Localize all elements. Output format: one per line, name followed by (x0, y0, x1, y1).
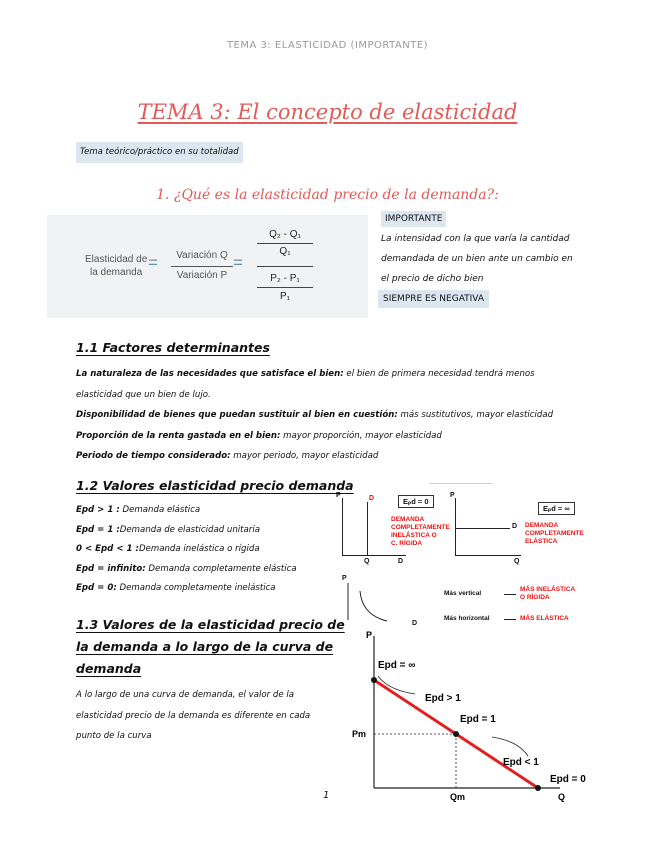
important-text (381, 229, 581, 289)
chart-c-curve-label: D (412, 620, 418, 627)
section13-paragraph (76, 685, 336, 747)
formula-main-line (257, 266, 313, 267)
factors-list (76, 364, 596, 467)
running-header: TEMA 3: ELASTICIDAD (IMPORTANTE) (226, 40, 429, 51)
chart-a-demand-line (367, 502, 368, 555)
chart-a-x-label: Q (364, 558, 370, 565)
divider (430, 483, 492, 484)
legend-horizontal-label: Más horizontal (444, 615, 490, 622)
chart-c-curve (360, 591, 387, 621)
chart-b-red-text: DEMANDA COMPLETAMENTE ELÁSTICA (525, 522, 584, 545)
formula-eq1: = (148, 253, 158, 272)
chart-point (371, 677, 377, 683)
factor-item: elasticidad que un bien de lujo. (76, 389, 211, 400)
chart-a-x-axis (342, 555, 406, 556)
chart-x-axis-label: Q (558, 792, 566, 802)
formula-q-diff: Q₂ - Q₁ (269, 229, 301, 240)
value-item: Epd = 1 :Demanda de elasticidad unitaria (76, 524, 260, 535)
section13-heading-line: demanda (76, 661, 142, 676)
section12-heading: 1.2 Valores elasticidad precio demanda (76, 478, 354, 493)
chart-a-y-label: P (336, 492, 341, 499)
important-tag: IMPORTANTE (381, 211, 446, 227)
factor-item: Proporción de la renta gastada en el bien: mayor proporción, mayor elasticidad (76, 430, 442, 441)
formula-lhs-line1: Elasticidad de (85, 254, 148, 265)
value-item: Epd = infinito: Demanda completamente elástica (76, 563, 297, 574)
factor-item: Periodo de tiempo considerado: mayor periodo, mayor elasticidad (76, 451, 379, 461)
chart-tick-pm: Pm (352, 729, 367, 739)
chart-b-curve-label: D (512, 523, 518, 530)
chart-a-y-axis (342, 498, 343, 556)
chart-c-y-label: P (342, 575, 347, 582)
section13-para-line: punto de la curva (76, 731, 152, 741)
chart-point-label: Epd > 1 (425, 693, 461, 704)
formula-q1: Q₁ (279, 246, 291, 257)
section1-heading: 1. ¿Qué es la elasticidad precio de la demanda?: (156, 187, 499, 203)
important-line: el precio de dicho bien (381, 274, 484, 284)
chart-tick-qm: Qm (450, 792, 466, 802)
chart-a-bottom-label: D (398, 558, 404, 565)
section13-para-line: A lo largo de una curva de demanda, el valor de la (76, 690, 295, 700)
legend-vertical-label: Más vertical (444, 590, 482, 597)
chart-b-box: Eₚd = ∞ (538, 502, 575, 515)
chart-a-red-text: DEMANDA COMPLETAMENTE INELÁSTICA O C. RÍGIDA (391, 516, 450, 547)
chart-c-svg (342, 575, 422, 630)
values-list (76, 501, 336, 599)
value-item: Epd = 0: Demanda completamente inelástica (76, 583, 276, 593)
chart-b-x-axis (455, 555, 521, 556)
chart-point (453, 731, 459, 737)
value-item: Epd > 1 : Demanda elástica (76, 505, 201, 515)
legend-arrow (504, 619, 516, 620)
chart-a-curve-label: D (369, 495, 375, 502)
chart-point-label: Epd = ∞ (378, 660, 416, 671)
demand-chart (330, 628, 600, 808)
page-number: 1 (323, 790, 330, 801)
brace-lower (492, 737, 528, 756)
chart-b-demand-line (455, 528, 510, 529)
formula-lhs (85, 253, 147, 279)
section13-para-line: elasticidad precio de la demanda es diferente en cada (76, 710, 311, 721)
section13-heading-line: la demanda a lo largo de la curva de (76, 639, 334, 654)
important-line: demandada de un bien ante un cambio en (381, 254, 573, 264)
formula-p1: P₁ (279, 291, 291, 302)
value-item: 0 < Epd < 1 :Demanda inelástica o rígida (76, 544, 260, 554)
formula-p-diff: P₂ - P₁ (270, 273, 300, 284)
chart-b-x-label: Q (514, 558, 520, 565)
page-title-text: TEMA 3: El concepto de elasticidad (137, 100, 518, 124)
chart-point-label: Epd = 0 (550, 774, 586, 785)
page-title (0, 100, 655, 124)
chart-curve (342, 575, 422, 630)
legend-horizontal-result: MÁS ELÁSTICA (520, 615, 569, 622)
legend-arrow (504, 594, 516, 595)
section11-heading: 1.1 Factores determinantes (76, 340, 270, 355)
subtitle-tag: Tema teórico/práctico en su totalidad (76, 142, 243, 163)
negative-tag: SIEMPRE ES NEGATIVA (378, 290, 489, 308)
section13-heading-line: 1.3 Valores de la elasticidad precio de (76, 617, 345, 632)
chart-point-label: Epd < 1 (503, 757, 539, 768)
formula-p-line (257, 287, 313, 288)
formula-lhs-line2: la demanda (90, 267, 143, 278)
chart-y-axis-label: P (366, 630, 373, 640)
formula-eq2: = (233, 253, 243, 272)
section13-heading (76, 614, 345, 680)
formula-mid-line (171, 266, 233, 267)
formula-mid-den: Variación P (176, 270, 228, 281)
chart-point (535, 785, 541, 791)
chart-a-box: Eₚd = 0 (398, 495, 434, 508)
factor-item: Disponibilidad de bienes que puedan sustituir al bien en cuestión: más sustitutivos, mayor elasticidad (76, 410, 554, 420)
formula-mid-num: Variación Q (176, 250, 228, 261)
formula-q-line (257, 243, 313, 244)
chart-point-label: Epd = 1 (460, 714, 496, 725)
formula-box (47, 215, 368, 318)
factor-item: La naturaleza de las necesidades que satisface el bien: el bien de primera necesidad tendrá menos (76, 369, 535, 379)
legend-vertical-result: MÁS INELÁSTICA O RÍGIDA (520, 586, 576, 601)
chart-b-y-label: P (450, 492, 455, 499)
chart-b-y-axis (455, 498, 456, 556)
important-line: La intensidad con la que varía la cantidad (381, 234, 570, 244)
